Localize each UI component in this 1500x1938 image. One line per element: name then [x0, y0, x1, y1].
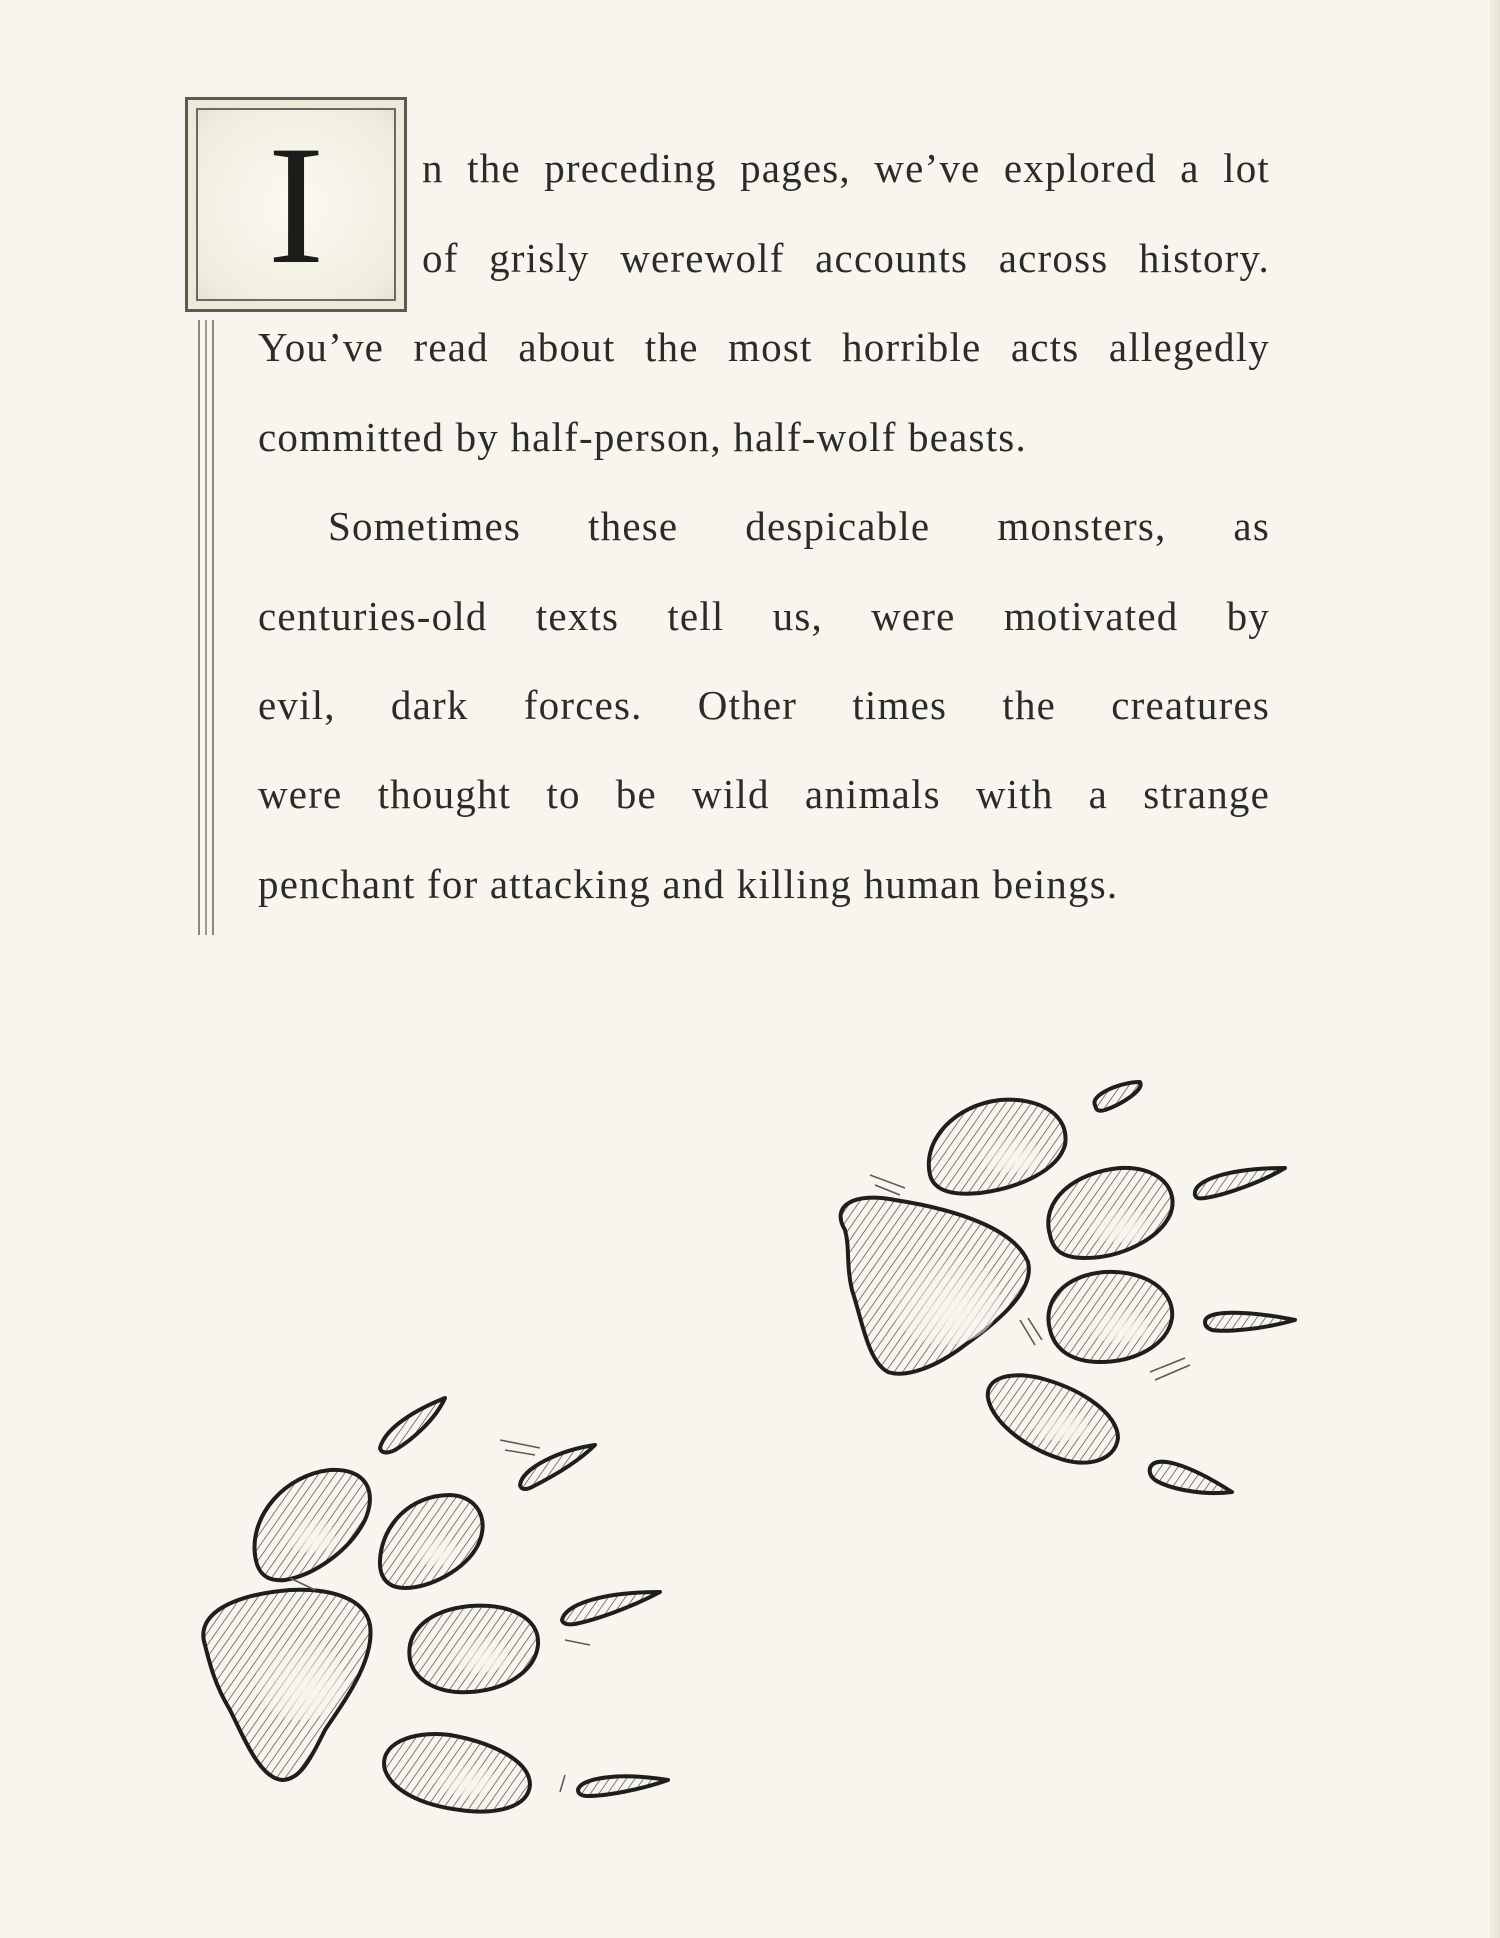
paragraph-2-line-5: penchant for attacking and killing human beings.	[258, 861, 1119, 907]
paw-upper-claw-3	[1205, 1313, 1295, 1331]
sketch-strokes	[290, 1175, 1190, 1792]
paragraph-1-line-2: of grisly werewolf accounts across history.	[422, 235, 1270, 281]
paw-upper-claw-2	[1195, 1168, 1285, 1198]
drop-cap-letter: I	[267, 111, 325, 299]
paragraph-1-line-1: n the preceding pages, we’ve explored a lot	[422, 145, 1270, 191]
paragraph-1-line-3: You’ve read about the most horrible acts allegedly	[258, 324, 1270, 370]
paragraph-2-line-4: were thought to be wild animals with a strange	[258, 771, 1270, 817]
paragraph-1-line-4: committed by half-person, half-wolf beasts.	[258, 414, 1027, 460]
paw-print-lower	[203, 1398, 668, 1812]
paw-upper-claw-1	[1094, 1082, 1140, 1111]
paw-upper-claw-4	[1150, 1462, 1232, 1493]
paw-lower-claw-1	[380, 1398, 445, 1452]
paw-lower-claw-4	[578, 1776, 668, 1796]
paw-highlights	[255, 1137, 1148, 1796]
paragraph-2-line-3: evil, dark forces. Other times the creatures	[258, 682, 1270, 728]
paw-lower-claw-2	[520, 1445, 595, 1489]
paragraph-2-line-1: Sometimes these despicable monsters, as	[328, 503, 1270, 549]
paragraph-2-line-2: centuries-old texts tell us, were motivated by	[258, 593, 1270, 639]
paw-lower-claw-3	[562, 1592, 660, 1624]
